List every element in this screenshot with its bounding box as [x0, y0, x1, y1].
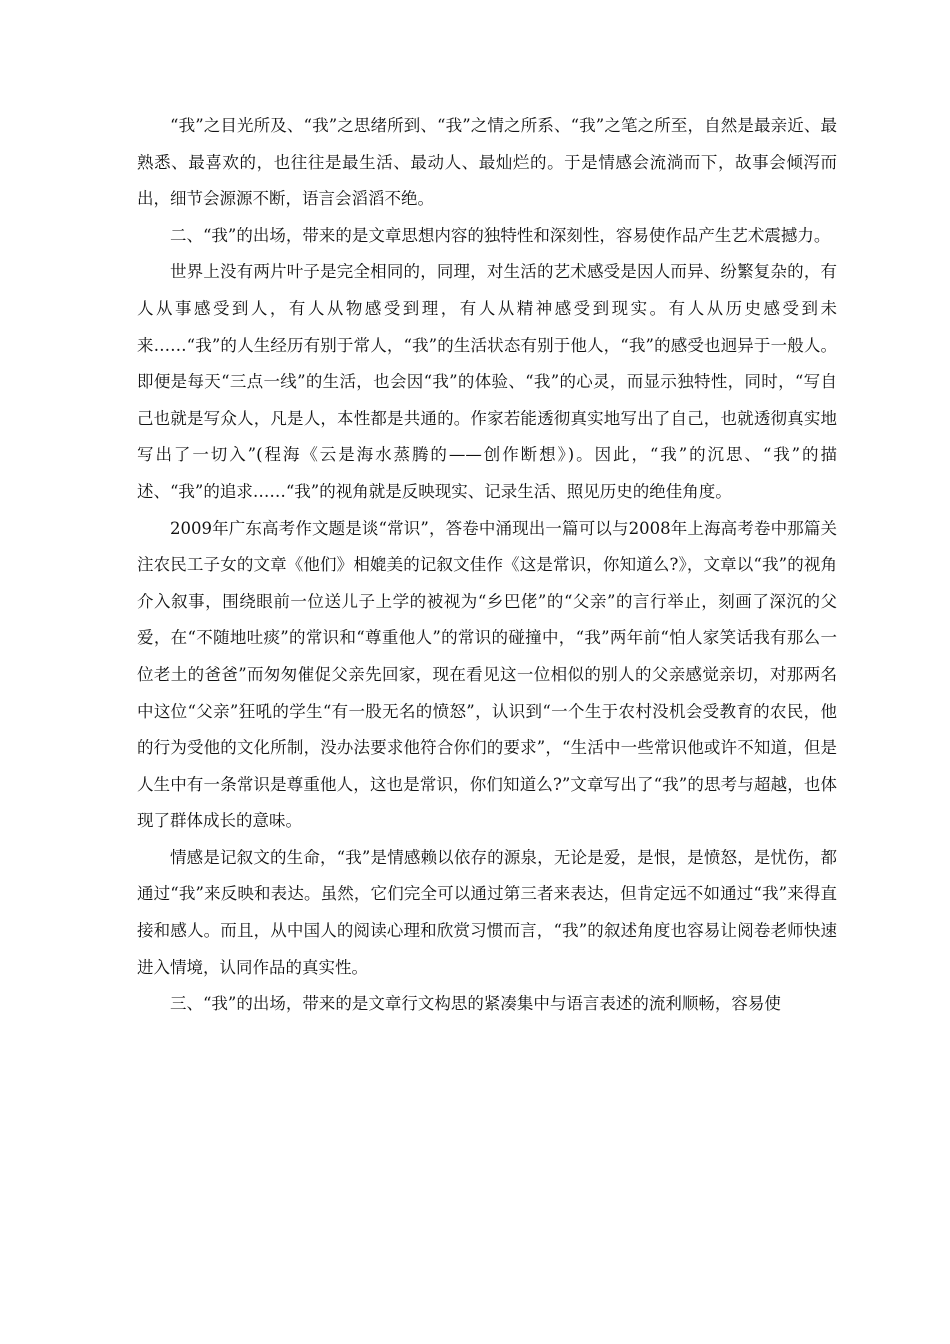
paragraph-3: 世界上没有两片叶子是完全相同的，同理，对生活的艺术感受是因人而异、纷繁复杂的，有人从事感受到人，有人从物感受到理，有人从精神感受到现实。有人从历史感受到未来……“我”的人生经历有别于常人，“我”的生活状态有别于他人，“我”的感受也迥异于一般人。即便是每天“三点一线”的生活，也会因“我”的体验、“我”的心灵，而显示独特性，同时，“写自己也就是写众人，凡是人，本性都是共通的。作家若能透彻真实地写出了自己，也就透彻真实地写出了一切入”(程海《云是海水蒸腾的——创作断想》)。因此，“我”的沉思、“我”的描述、“我”的追求……“我”的视角就是反映现实、记录生活、照见历史的绝佳角度。: [137, 262, 837, 501]
paragraph-6-heading: 三、“我”的出场，带来的是文章行文构思的紧凑集中与语言表述的流利顺畅，容易使: [170, 994, 781, 1014]
paragraph-5: 情感是记叙文的生命，“我”是情感赖以依存的源泉，无论是爱，是恨，是愤怒，是忧伤，都通过“我”来反映和表达。虽然，它们完全可以通过第三者来表达，但肯定远不如通过“我”来得直接和感人。而且，从中国人的阅读心理和欣赏习惯而言，“我”的叙述角度也容易让阅卷老师快速进入情境，认同作品的真实性。: [137, 847, 837, 977]
paragraph-1: “我”之目光所及、“我”之思绪所到、“我”之情之所系、“我”之笔之所至，自然是最亲近、最熟悉、最喜欢的，也往往是最生活、最动人、最灿烂的。于是情感会流淌而下，故事会倾泻而出，细节会源源不断，语言会滔滔不绝。: [137, 116, 837, 209]
document-body: [137, 108, 837, 1023]
paragraph-4: 2009年广东高考作文题是谈“常识”，答卷中涌现出一篇可以与2008年上海高考卷中那篇关注农民工子女的文章《他们》相媲美的记叙文佳作《这是常识，你知道么?》，文章以“我”的视角介入叙事，围绕眼前一位送儿子上学的被视为“乡巴佬”的“父亲”的言行举止，刻画了深沉的父爱，在“不随地吐痰”的常识和“尊重他人”的常识的碰撞中，“我”两年前“怕人家笑话我有那么一位老土的爸爸”而匆匆催促父亲先回家，现在看见这一位相似的别人的父亲感觉亲切，对那两名中这位“父亲”狂吼的学生“有一股无名的愤怒”，认识到“一个生于农村没机会受教育的农民，他的行为受他的文化所制，没办法要求他符合你们的要求”，“生活中一些常识他或许不知道，但是人生中有一条常识是尊重他人，这也是常识，你们知道么?”文章写出了“我”的思考与超越，也体现了群体成长的意味。: [137, 518, 837, 831]
paragraph-2-heading: 二、“我”的出场，带来的是文章思想内容的独特性和深刻性，容易使作品产生艺术震撼力。: [170, 225, 831, 245]
